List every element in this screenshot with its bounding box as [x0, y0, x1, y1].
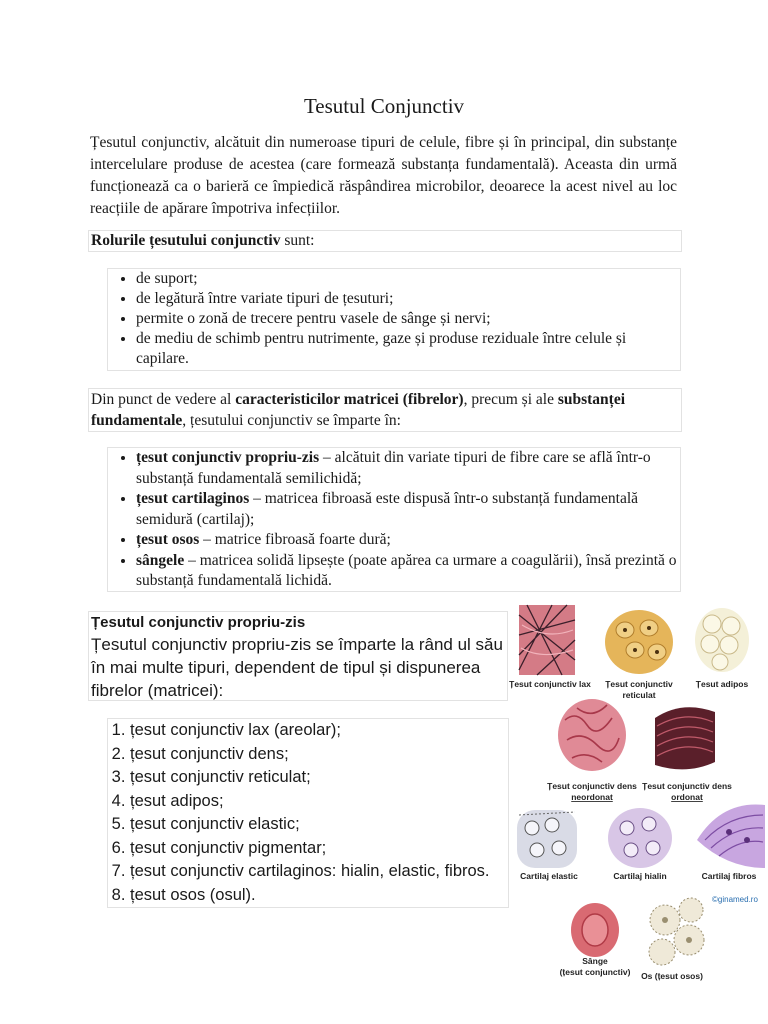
proper-section-header	[88, 611, 508, 701]
list-item: 4. țesut adipos;	[130, 790, 508, 814]
tissue-types-figure	[507, 600, 768, 995]
caption-fibrocartilage: Cartilaj fibros	[701, 871, 757, 881]
tissue-desc: – matrice fibroasă foarte dură;	[199, 531, 391, 548]
list-item: 8. țesut osos (osul).	[130, 884, 508, 908]
list-item	[136, 530, 680, 551]
caption-blood-2: (țesut conjunctiv)	[559, 967, 631, 977]
list-item: 5. țesut conjunctiv elastic;	[130, 813, 508, 837]
list-item: • de legătură între variate tipuri de țesuturi;	[136, 289, 680, 309]
list-item: • de mediu de schimb pentru nutrimente, gaze și produse reziduale între celule și capilare.	[136, 329, 680, 369]
list-item: 2. țesut conjunctiv dens;	[130, 743, 508, 767]
classification-text: , țesutului conjunctiv se împarte în:	[182, 412, 401, 429]
caption-reticular-2: reticulat	[622, 690, 656, 700]
classification-text: Din punct de vedere al	[91, 391, 236, 408]
adipose-tissue-image	[695, 608, 749, 689]
elastic-cartilage-image	[517, 810, 578, 881]
classification-text: , precum și ale	[463, 391, 558, 408]
list-item	[136, 489, 680, 530]
list-item	[136, 551, 680, 592]
proper-types-list	[107, 718, 509, 908]
list-item: 3. țesut conjunctiv reticulat;	[130, 766, 508, 790]
dense-irregular-tissue-image	[547, 699, 637, 802]
classification-bold: caracteristicilor matricei (fibrelor)	[235, 391, 464, 408]
list-item: 6. țesut conjunctiv pigmentar;	[130, 837, 508, 861]
tissue-term: țesut cartilaginos	[136, 490, 250, 507]
tissue-desc: – matricea solidă lipsește (poate apărea ca urmare a coagulării), însă prezintă o substanță fundamentală lichidă.	[136, 551, 677, 589]
caption-dense-regular-2: ordonat	[671, 792, 703, 802]
list-item	[136, 448, 680, 489]
roles-list	[107, 268, 681, 371]
caption-adipose: Țesut adipos	[695, 679, 749, 689]
caption-dense-irregular-2: neordonat	[571, 792, 613, 802]
caption-blood-1: Sânge	[582, 956, 608, 966]
caption-dense-regular-1: Țesut conjunctiv dens	[642, 781, 732, 791]
page-title: Tesutul Conjunctiv	[303, 94, 465, 118]
lax-tissue-image	[509, 605, 591, 689]
hyaline-cartilage-image	[608, 808, 672, 881]
list-item: • permite o zonă de trecere pentru vasele de sânge și nervi;	[136, 309, 680, 329]
roles-heading-bold: Rolurile țesutului conjunctiv	[91, 232, 281, 249]
reticular-tissue-image	[605, 610, 673, 700]
section-text: Țesutul conjunctiv propriu-zis se împarte la rând ul său în mai multe tipuri, dependent de tipul și dispunerea fibrelor (matricei):	[91, 635, 503, 700]
watermark-text: ©ginamed.ro	[712, 895, 758, 904]
caption-elastic-cartilage: Cartilaj elastic	[520, 871, 578, 881]
tissue-desc: – matricea fibroasă este dispusă într-o substanță fundamentală semidură (cartilaj);	[136, 490, 639, 528]
caption-bone: Os (țesut osos)	[641, 971, 703, 981]
tissue-desc: – alcătuit din variate tipuri de fibre care se află într-o substanță fundamentală semilichidă;	[136, 449, 651, 487]
blood-image	[560, 903, 631, 977]
section-title: Țesutul conjunctiv propriu-zis	[91, 614, 306, 631]
intro-paragraph: Țesutul conjunctiv, alcătuit din numeroase tipuri de celule, fibre și în principal, din substanțe intercelulare produse de acestea (care formează substanța fundamentală). Aceasta din urmă funcționează ca o barieră ce împiedică răspândirea microbilor, deoarece la acest nivel au loc reacțiile de apărare împotriva infecțiilor.	[90, 134, 677, 217]
tissue-term: țesut osos	[136, 531, 200, 548]
bone-image	[641, 898, 704, 981]
caption-dense-irregular-1: Țesut conjunctiv dens	[547, 781, 637, 791]
list-item: • de suport;	[136, 269, 680, 289]
caption-hyaline-cartilage: Cartilaj hialin	[613, 871, 667, 881]
classification-bold: substanței fundamentale	[91, 391, 626, 429]
tissue-types-list	[107, 447, 681, 592]
classification-heading	[88, 388, 682, 432]
tissue-term: țesut conjunctiv propriu-zis	[136, 449, 320, 466]
dense-regular-tissue-image	[642, 707, 732, 802]
list-item: 7. țesut conjunctiv cartilaginos: hialin, elastic, fibros.	[130, 860, 508, 884]
tissue-term: sângele	[136, 551, 185, 569]
roles-heading	[88, 230, 682, 252]
list-item: 1. țesut conjunctiv lax (areolar);	[130, 719, 508, 743]
roles-heading-rest: sunt:	[280, 232, 315, 249]
caption-lax: Țesut conjunctiv lax	[509, 679, 591, 689]
caption-reticular-1: Țesut conjunctiv	[605, 679, 673, 689]
fibrocartilage-image	[697, 804, 765, 904]
